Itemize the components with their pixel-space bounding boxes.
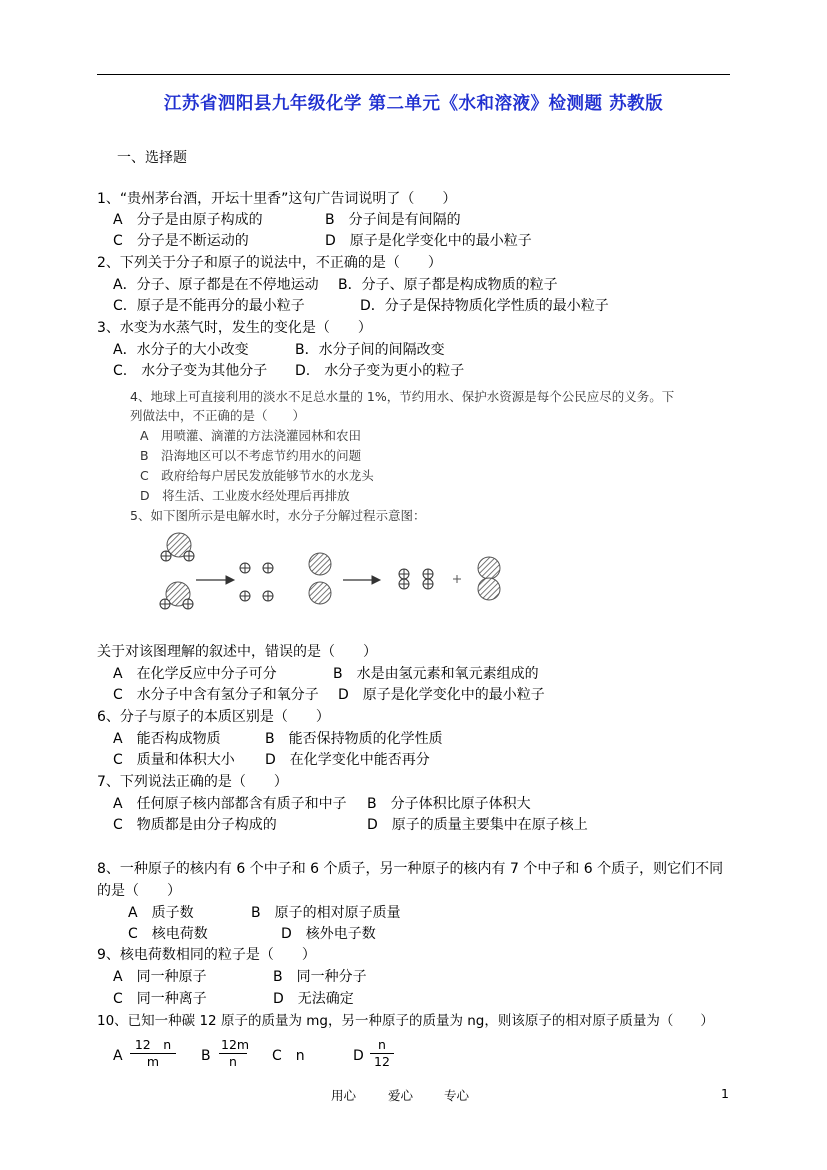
footer-text-2: 爱心 xyxy=(388,1088,414,1103)
q2-option-d: D．分子是保持物质化学性质的最小粒子 xyxy=(360,298,609,314)
q8-option-b: B 原子的相对原子质量 xyxy=(251,905,401,921)
q5-option-b: B 水是由氢元素和氧元素组成的 xyxy=(333,666,539,682)
section-heading: 一、选择题 xyxy=(117,150,187,166)
q3-option-c: C. 水分子变为其他分子 xyxy=(113,363,268,379)
q5-option-a: A 在化学反应中分子可分 xyxy=(113,666,277,682)
q3-option-d: D. 水分子变为更小的粒子 xyxy=(295,363,465,379)
q8-stem-line2: 的是（ ） xyxy=(97,883,181,899)
q10-option-a-label: A xyxy=(113,1048,123,1064)
q8-option-d: D 核外电子数 xyxy=(281,926,376,942)
q7-option-c: C 物质都是由分子构成的 xyxy=(113,817,277,833)
q1-option-a: A 分子是由原子构成的 xyxy=(113,212,263,228)
q10-option-c: C n xyxy=(272,1048,305,1064)
q10-option-d-fraction xyxy=(370,1037,394,1070)
q9-option-c: C 同一种离子 xyxy=(113,991,207,1007)
q10-stem: 10、已知一种碳 12 原子的质量为 mg，另一种原子的质量为 ng，则该原子的相对原子质量为（ ） xyxy=(97,1013,714,1029)
q2-option-c: C．原子是不能再分的最小粒子 xyxy=(113,298,305,314)
q4-option-d: D 将生活、工业废水经处理后再排放 xyxy=(140,488,350,503)
q10-option-a-fraction xyxy=(130,1037,176,1070)
q3-stem: 3、水变为水蒸气时，发生的变化是（ ） xyxy=(97,320,372,336)
q8-option-a: A 质子数 xyxy=(128,905,194,921)
q6-option-b: B 能否保持物质的化学性质 xyxy=(265,731,443,747)
q3-option-b: B．水分子间的间隔改变 xyxy=(295,342,445,358)
q7-option-d: D 原子的质量主要集中在原子核上 xyxy=(367,817,588,833)
q6-option-d: D 在化学变化中能否再分 xyxy=(265,752,430,768)
q9-option-b: B 同一种分子 xyxy=(273,969,367,985)
hydrogen-molecule-icon xyxy=(399,569,433,589)
q5-option-d: D 原子是化学变化中的最小粒子 xyxy=(338,687,545,703)
hydrogen-atom-icon xyxy=(240,563,273,601)
arrow-icon xyxy=(196,576,234,584)
q10-option-d-numerator: n xyxy=(370,1037,394,1054)
q2-option-b: B．分子、原子都是构成物质的粒子 xyxy=(338,277,558,293)
q10-option-b-label: B xyxy=(201,1048,211,1064)
q2-stem: 2、下列关于分子和原子的说法中，不正确的是（ ） xyxy=(97,255,442,271)
water-molecule-icon xyxy=(160,582,193,609)
q9-option-a: A 同一种原子 xyxy=(113,969,207,985)
q7-option-b: B 分子体积比原子体积大 xyxy=(367,796,531,812)
q10-option-d-label: D xyxy=(353,1048,364,1064)
footer-text-3: 专心 xyxy=(444,1088,470,1103)
q10-option-b-denominator: n xyxy=(229,1054,237,1069)
oxygen-molecule-icon xyxy=(478,557,500,600)
oxygen-atom-icon xyxy=(309,553,331,604)
q6-option-c: C 质量和体积大小 xyxy=(113,752,235,768)
q10-option-a-denominator: m xyxy=(146,1054,160,1069)
q5-lead: 关于对该图理解的叙述中，错误的是（ ） xyxy=(97,644,377,660)
q7-option-a: A 任何原子核内部都含有质子和中子 xyxy=(113,796,347,812)
water-molecule-icon xyxy=(161,533,194,561)
q7-stem: 7、下列说法正确的是（ ） xyxy=(97,774,288,790)
q10-option-b-fraction xyxy=(219,1037,250,1070)
q4-stem-line2: 列做法中，不正确的是（ ） xyxy=(130,408,306,423)
q6-option-a: A 能否构成物质 xyxy=(113,731,221,747)
q1-option-d: D 原子是化学变化中的最小粒子 xyxy=(325,233,532,249)
q10-option-d-denominator: 12 xyxy=(374,1054,390,1069)
plus-icon xyxy=(453,575,461,583)
q4-option-c: C 政府给每户居民发放能够节水的水龙头 xyxy=(140,468,374,483)
page-title: 江苏省泗阳县九年级化学 第二单元《水和溶液》检测题 苏教版 xyxy=(163,94,664,114)
q3-option-a: A．水分子的大小改变 xyxy=(113,342,249,358)
q5-option-c: C 水分子中含有氢分子和氧分子 xyxy=(113,687,319,703)
q4-option-b: B 沿海地区可以不考虑节约用水的问题 xyxy=(140,448,362,463)
arrow-icon xyxy=(343,576,380,584)
q10-option-b-numerator: 12m xyxy=(221,1037,250,1052)
q6-stem: 6、分子与原子的本质区别是（ ） xyxy=(97,709,330,725)
q1-option-b: B 分子间是有间隔的 xyxy=(325,212,461,228)
page-number: 1 xyxy=(721,1086,729,1101)
q4-stem-line1: 4、地球上可直接利用的淡水不足总水量的 1%，节约用水、保护水资源是每个公民应尽的义务。下 xyxy=(130,389,675,404)
q4-option-a: A 用喷灌、滴灌的方法浇灌园林和农田 xyxy=(140,428,362,443)
q1-stem: 1、“贵州茅台酒，开坛十里香”这句广告词说明了（ ） xyxy=(97,191,457,207)
q9-option-d: D 无法确定 xyxy=(273,991,354,1007)
q10-option-a-numerator: 12 n xyxy=(130,1037,176,1054)
q1-option-c: C 分子是不断运动的 xyxy=(113,233,249,249)
q8-stem-line1: 8、一种原子的核内有 6 个中子和 6 个质子，另一种原子的核内有 7 个中子和 6 个质子，则它们不同 xyxy=(97,861,724,877)
q9-stem: 9、核电荷数相同的粒子是（ ） xyxy=(97,947,316,963)
q8-option-c: C 核电荷数 xyxy=(128,926,208,942)
q5-stem: 5、如下图所示是电解水时，水分子分解过程示意图： xyxy=(130,508,426,523)
footer-text-1: 用心 xyxy=(331,1088,357,1103)
q2-option-a: A．分子、原子都是在不停地运动 xyxy=(113,277,319,293)
